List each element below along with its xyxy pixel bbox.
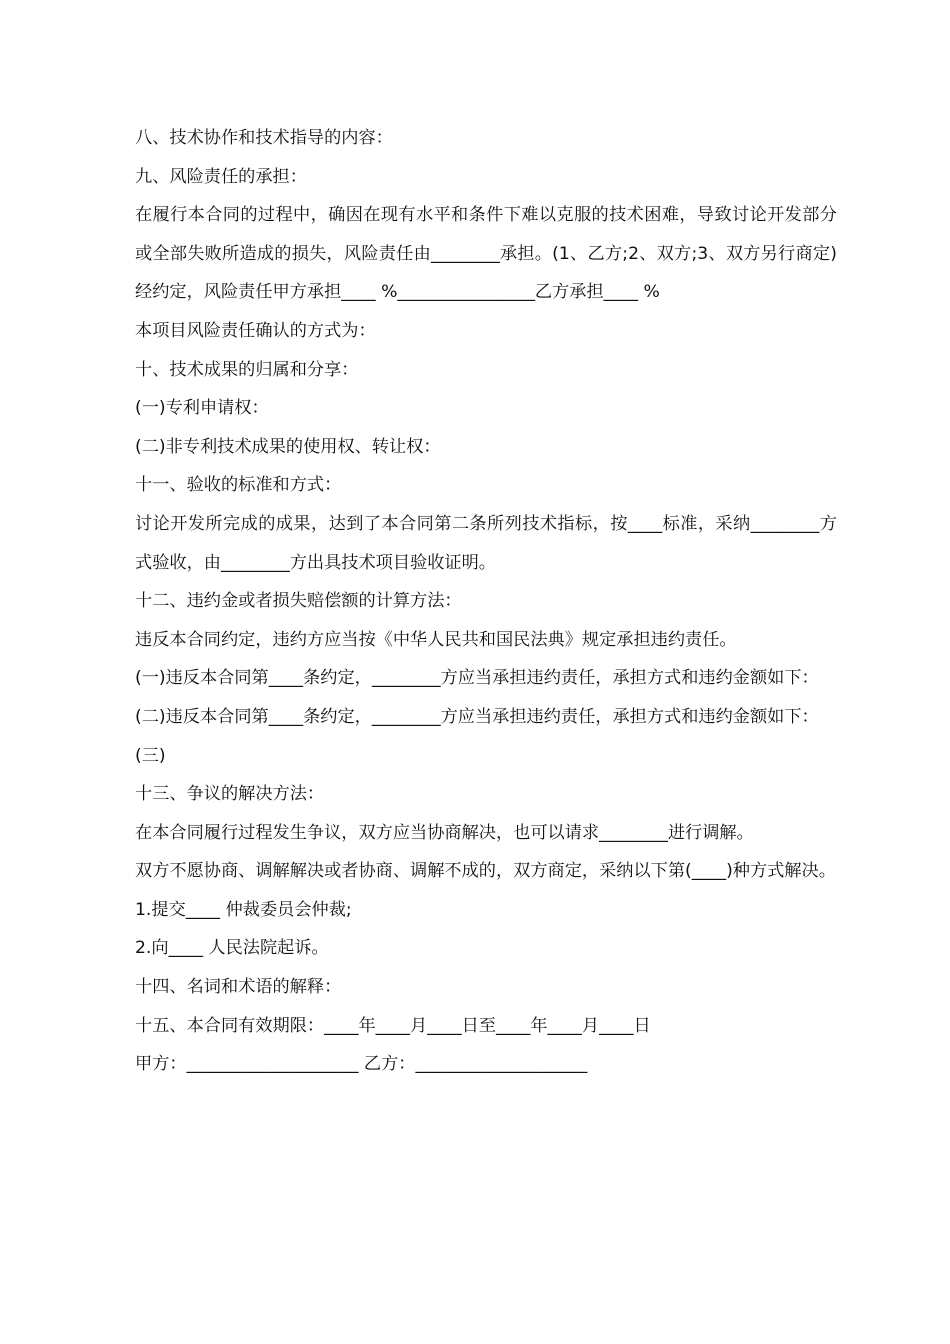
section-12-heading: 十二、违约金或者损失赔偿额的计算方法： — [135, 591, 462, 612]
arbitration-option: 1.提交____ 仲裁委员会仲裁; — [135, 899, 352, 920]
acceptance-paragraph: 讨论开发所完成的成果，达到了本合同第二条所列技术指标，按____标准，采纳________方式验收，由________方出具技术项目验收证明。 — [135, 513, 837, 573]
risk-confirmation-method: 本项目风险责任确认的方式为： — [135, 320, 376, 341]
risk-responsibility-paragraph: 在履行本合同的过程中，确因在现有水平和条件下难以克服的技术困难，导致讨论开发部分或全部失败所造成的损失，风险责任由________承担。(1、乙方;2、双方;3、双方另行商定)经约定，风险责任甲方承担____ %________________乙方承担____ % — [135, 205, 837, 303]
patent-right-item: (一)专利申请权： — [135, 398, 269, 419]
section-14-heading: 十四、名词和术语的解释： — [135, 977, 342, 998]
breach-item-3: (三) — [135, 745, 166, 766]
breach-item-2: (二)违反本合同第____条约定，________方应当承担违约责任，承担方式和违约金额如下： — [135, 706, 819, 727]
section-8-heading: 八、技术协作和技术指导的内容： — [135, 128, 393, 148]
section-15-validity-period: 十五、本合同有效期限：____年____月____日至____年____月____日 — [135, 1015, 651, 1036]
section-9-heading: 九、风险责任的承担： — [135, 166, 307, 187]
dispute-resolution-paragraph: 双方不愿协商、调解解决或者协商、调解不成的，双方商定，采纳以下第(____)种方式解决。 — [135, 861, 836, 882]
section-10-heading: 十、技术成果的归属和分享： — [135, 359, 359, 380]
document-page — [117, 119, 837, 1084]
non-patent-rights-item: (二)非专利技术成果的使用权、转让权： — [135, 436, 441, 457]
breach-liability-paragraph: 违反本合同约定，违约方应当按《中华人民共和国民法典》规定承担违约责任。 — [135, 629, 737, 650]
dispute-mediation-paragraph: 在本合同履行过程发生争议，双方应当协商解决，也可以请求________进行调解。 — [135, 822, 754, 843]
breach-item-1: (一)违反本合同第____条约定，________方应当承担违约责任，承担方式和违约金额如下： — [135, 668, 819, 689]
section-11-heading: 十一、验收的标准和方式： — [135, 475, 342, 496]
section-13-heading: 十三、争议的解决方法： — [135, 784, 325, 805]
party-signature-line: 甲方：____________________ 乙方：____________________ — [135, 1054, 588, 1075]
litigation-option: 2.向____ 人民法院起诉。 — [135, 938, 329, 959]
